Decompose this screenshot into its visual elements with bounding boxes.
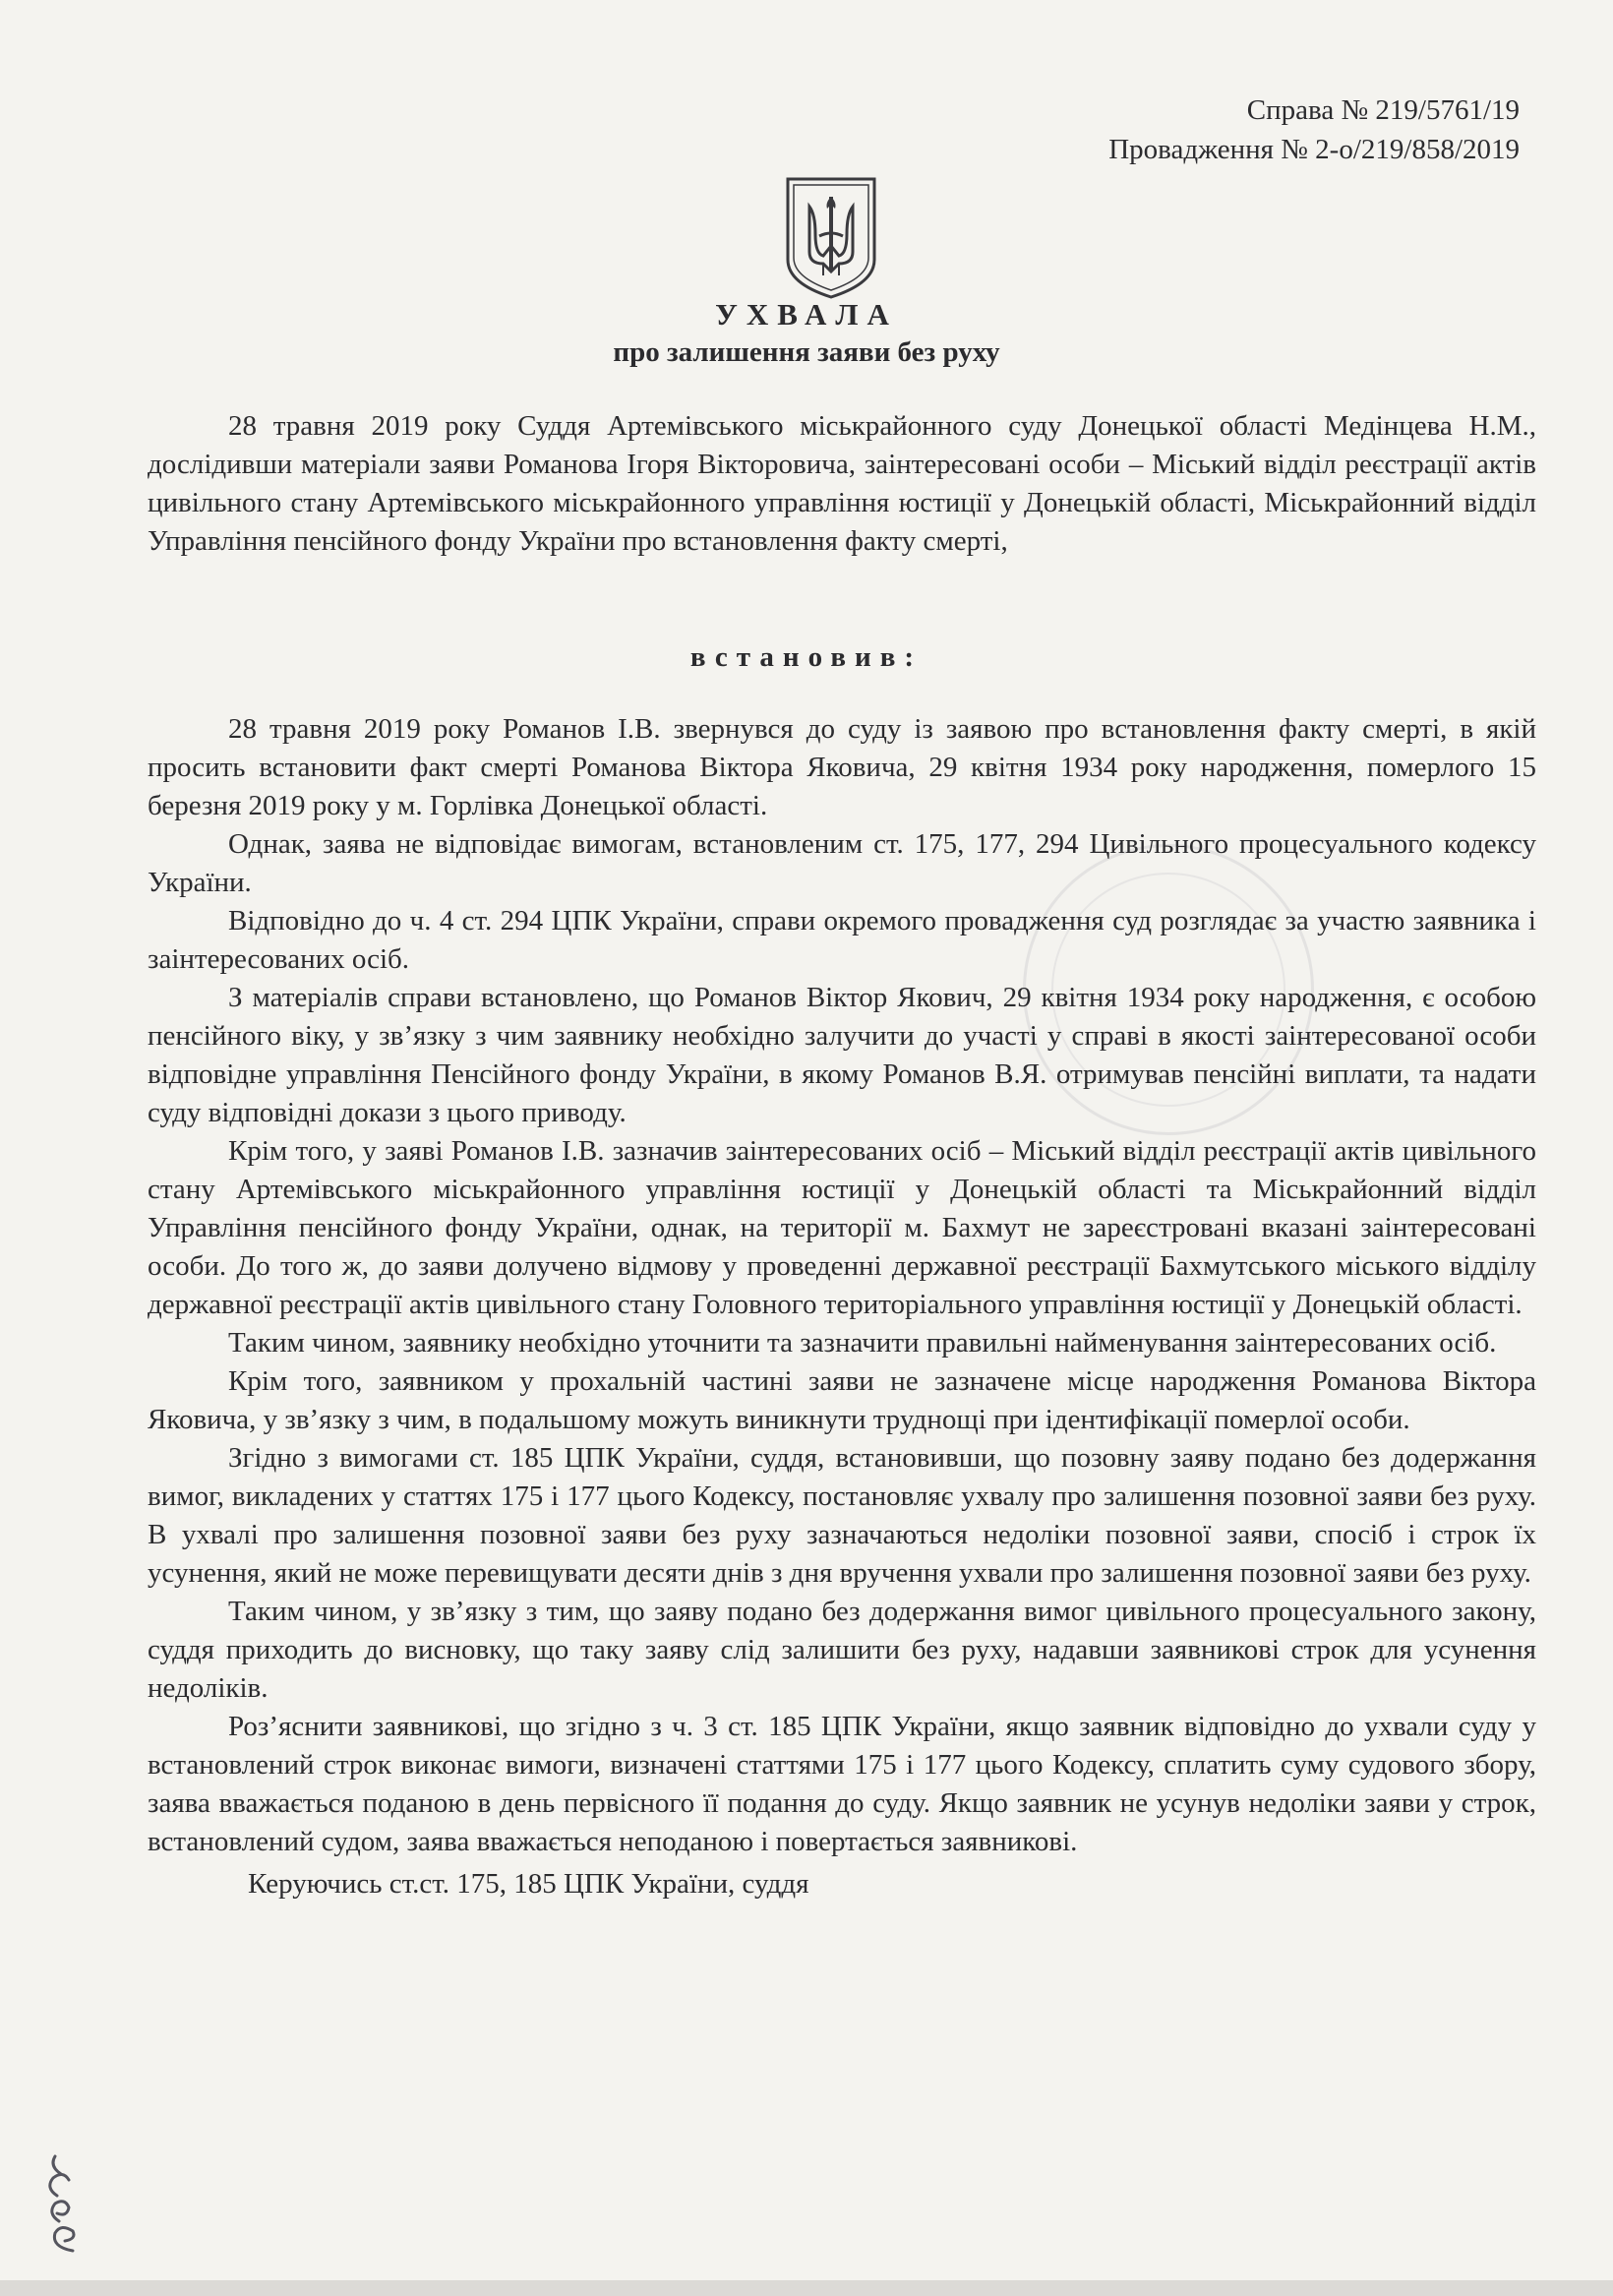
ukraine-coat-of-arms-icon <box>782 175 880 301</box>
handwritten-signature-icon <box>33 2148 92 2257</box>
intro-paragraph-block <box>148 407 1536 561</box>
case-number-block <box>1108 91 1520 169</box>
paragraph: З матеріалів справи встановлено, що Романов Віктор Якович, 29 квітня 1934 року народження, є особою пенсійного віку, у зв’язку з чим заявнику необхідно залучити до участі у справі в якості заінтересованої особи відповідне управління Пенсійного фонду України, в якому Романов В.Я. отримував пенсійні виплати, та надати суду відповідні докази з цього приводу. <box>148 982 1536 1128</box>
paragraph: Крім того, у заяві Романов І.В. зазначив заінтересованих осіб – Міський відділ реєстрації актів цивільного стану Артемівського міськрайонного управління юстиції у Донецькій області та Міськрайонний відділ Управління пенсійного фонду України, однак, на території м. Бахмут не зареєстровані вказані заінтересовані особи. До того ж, до заяви долучено відмову у проведенні державної реєстрації Бахмутського міського відділу державної реєстрації актів цивільного стану Головного територіального управління юстиції у Донецькій області. <box>148 1135 1536 1320</box>
case-number: Справа № 219/5761/19 <box>1246 94 1520 126</box>
paragraph: Згідно з вимогами ст. 185 ЦПК України, суддя, встановивши, що позовну заяву подано без додержання вимог, викладених у статтях 175 і 177 цього Кодексу, постановляє ухвалу про залишення позовної заяви без руху. В ухвалі про залишення позовної заяви без руху зазначаються недоліки позовної заяви, спосіб і строк їх усунення, який не може перевищувати десяти днів з дня вручення ухвали про залишення позовної заяви без руху. <box>148 1442 1536 1589</box>
paragraph: Таким чином, заявнику необхідно уточнити та зазначити правильні найменування заінтересованих осіб. <box>228 1327 1497 1359</box>
section-heading: встановив: <box>689 641 924 673</box>
paragraph: Роз’яснити заявникові, що згідно з ч. 3 ст. 185 ЦПК України, якщо заявник відповідно до ухвали суду у встановлений строк виконає вимоги, визначені статтями 175 і 177 цього Кодексу, сплатить суму судового збору, заява вважається поданою в день первісного її подання до суду. Якщо заявник не усунув недоліки заяви у строк, встановлений судом, заява вважається неподаною і повертається заявникові. <box>148 1711 1536 1857</box>
scan-bottom-edge <box>0 2280 1613 2296</box>
paragraph: Таким чином, у зв’язку з тим, що заяву подано без додержання вимог цивільного процесуального закону, суддя приходить до висновку, що таку заяву слід залишити без руху, надавши заявникові строк для усунення недоліків. <box>148 1596 1536 1704</box>
document-title: УХВАЛА <box>715 297 898 332</box>
intro-paragraph: 28 травня 2019 року Суддя Артемівського міськрайонного суду Донецької області Медінцева Н.М., дослідивши матеріали заяви Романова Ігоря Вікторовича, заінтересовані особи – Міський відділ реєстрації актів цивільного стану Артемівського міськрайонного управління юстиції у Донецькій області, Міськрайонний відділ Управління пенсійного фонду України про встановлення факту смерті, <box>148 410 1536 557</box>
main-text-block <box>148 710 1536 1903</box>
paragraph: Відповідно до ч. 4 ст. 294 ЦПК України, справи окремого провадження суд розглядає за участю заявника і заінтересованих осіб. <box>148 905 1536 975</box>
closing-line: Керуючись ст.ст. 175, 185 ЦПК України, суддя <box>248 1868 809 1900</box>
proceeding-number: Провадження № 2-о/219/858/2019 <box>1108 134 1520 165</box>
paragraph: Крім того, заявником у прохальній частині заяви не зазначене місце народження Романова Віктора Яковича, у зв’язку з чим, в подальшому можуть виникнути труднощі при ідентифікації померлої особи. <box>148 1365 1536 1435</box>
document-subtitle: про залишення заяви без руху <box>613 336 1000 368</box>
paragraph: Однак, заява не відповідає вимогам, встановленим ст. 175, 177, 294 Цивільного процесуального кодексу України. <box>148 828 1536 898</box>
paragraph: 28 травня 2019 року Романов І.В. звернувся до суду із заявою про встановлення факту смерті, в якій просить встановити факт смерті Романова Віктора Яковича, 29 квітня 1934 року народження, померлого 15 березня 2019 року у м. Горлівка Донецької області. <box>148 713 1536 821</box>
